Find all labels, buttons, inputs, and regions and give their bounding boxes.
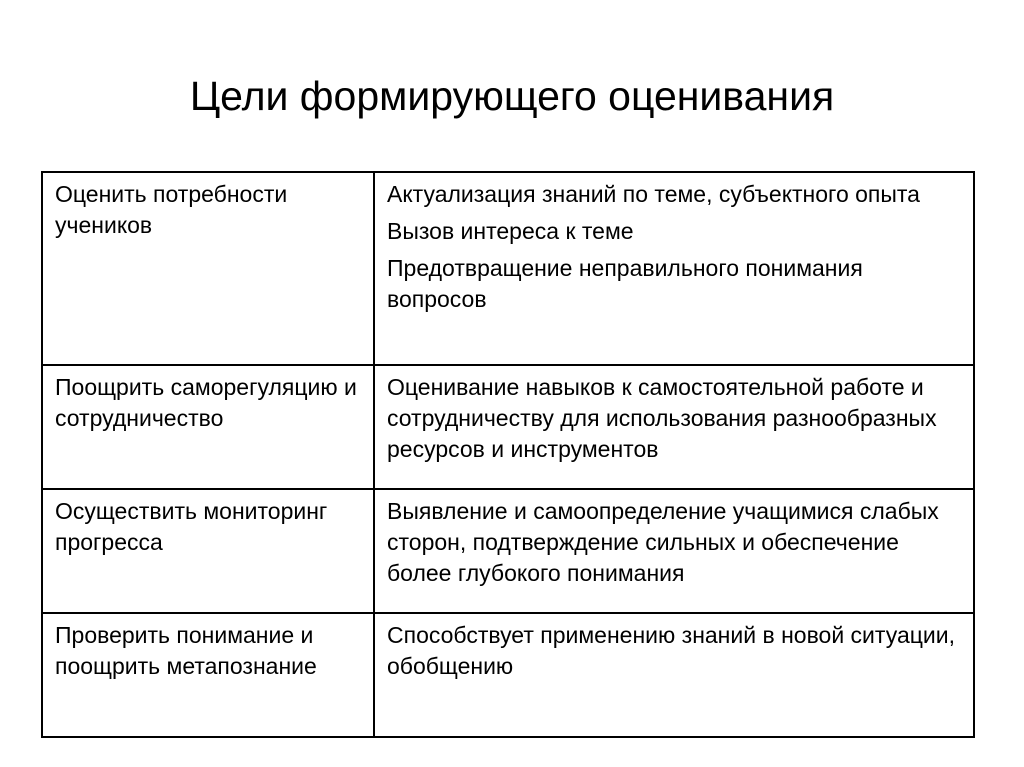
action-text: Предотвращение неправильного понимания вопросов <box>387 255 863 312</box>
table-row <box>42 613 974 737</box>
actions-cell <box>374 172 974 365</box>
actions-cell <box>374 365 974 489</box>
slide-title: Цели формирующего оценивания <box>189 73 835 119</box>
actions-cell <box>374 489 974 613</box>
goal-text: Оценить потребности учеников <box>55 181 288 238</box>
table-row <box>42 365 974 489</box>
goal-text: Проверить понимание и поощрить метапознание <box>55 622 317 679</box>
table-row <box>42 172 974 365</box>
goal-cell <box>42 489 374 613</box>
goal-text: Осуществить мониторинг прогресса <box>55 498 328 555</box>
goals-table <box>41 171 975 738</box>
action-text: Актуализация знаний по теме, субъектного опыта <box>387 181 920 207</box>
table-row <box>42 489 974 613</box>
goal-cell <box>42 365 374 489</box>
goal-cell <box>42 613 374 737</box>
action-text: Оценивание навыков к самостоятельной работе и сотрудничеству для использования разнообразных ресурсов и инструментов <box>387 374 937 462</box>
action-text: Выявление и самоопределение учащимися слабых сторон, подтверждение сильных и обеспечение более глубокого понимания <box>387 498 939 586</box>
action-text: Способствует применению знаний в новой ситуации, обобщению <box>387 622 955 679</box>
action-text: Вызов интереса к теме <box>387 218 634 244</box>
actions-cell <box>374 613 974 737</box>
goal-text: Поощрить саморегуляцию и сотрудничество <box>55 374 357 431</box>
goal-cell <box>42 172 374 365</box>
